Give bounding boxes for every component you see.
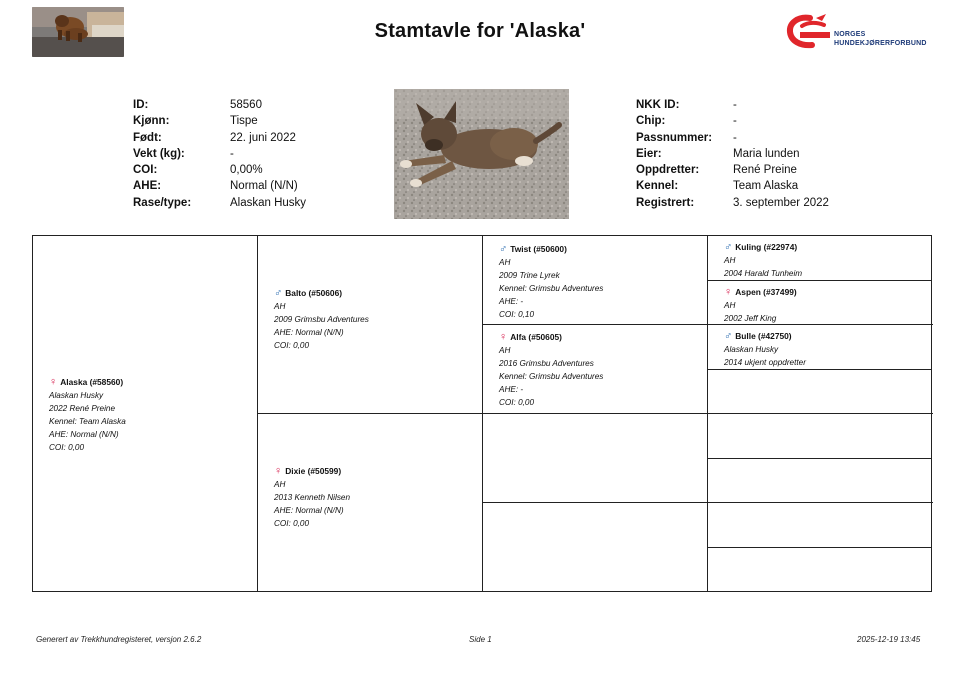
info-row-oppdretter: Oppdretter: René Preine	[636, 164, 797, 177]
male-icon: ♂	[499, 243, 508, 255]
male-icon: ♂	[724, 241, 733, 253]
tree-row-divider	[482, 502, 933, 503]
female-icon: ♀	[724, 286, 733, 298]
info-row-kjonn: Kjønn: Tispe	[133, 115, 258, 128]
dog-info-left	[133, 97, 306, 211]
info-row-coi: COI: 0,00%	[133, 164, 263, 177]
info-row-kennel: Kennel: Team Alaska	[636, 180, 799, 193]
footer-page-number: Side 1	[469, 635, 492, 644]
info-row-registrert: Registrert: 3. september 2022	[636, 196, 829, 209]
info-row-eier: Eier: Maria lunden	[636, 147, 800, 160]
page-title: Stamtavle for 'Alaska'	[374, 20, 586, 42]
tree-row-divider	[707, 280, 932, 281]
info-row-id: ID: 58560	[133, 99, 262, 111]
footer-generated: Generert av Trekkhundregisteret, versjon 2.6.2	[36, 635, 202, 644]
dog-main-photo	[394, 89, 569, 219]
info-row-nkk-id: NKK ID: -	[636, 99, 737, 111]
female-icon: ♀	[49, 376, 58, 388]
pedigree-sire[interactable]: ♂ Balto (#50606) AH 2009 Grimsbu Adventures AHE: Normal (N/N) COI: 0,00	[274, 287, 369, 350]
female-icon: ♀	[274, 465, 283, 477]
male-icon: ♂	[724, 330, 733, 342]
info-row-rase: Rase/type: Alaskan Husky	[133, 196, 307, 209]
male-icon: ♂	[274, 287, 283, 299]
pedigree-tree	[32, 235, 932, 592]
tree-row-divider	[482, 324, 933, 325]
dog-info-right	[636, 97, 829, 211]
pedigree-dam[interactable]: ♀ Dixie (#50599) AH 2013 Kenneth Nilsen AHE: Normal (N/N) COI: 0,00	[274, 465, 351, 528]
info-row-fodt: Født: 22. juni 2022	[133, 131, 296, 144]
logo-emblem-icon	[786, 12, 832, 52]
logo-text-line2: HUNDEKJØRERFORBUND	[834, 40, 927, 47]
info-row-chip: Chip: -	[636, 115, 737, 128]
info-row-vekt: Vekt (kg): -	[133, 147, 234, 160]
tree-row-divider	[707, 547, 932, 548]
logo-text-line1: NORGES	[834, 31, 866, 38]
pedigree-subject[interactable]: ♀ Alaska (#58560) Alaskan Husky 2022 René Preine Kennel: Team Alaska AHE: Normal (N/N) COI: 0,00	[49, 376, 126, 452]
female-icon: ♀	[499, 331, 508, 343]
dog-thumbnail-photo	[32, 7, 124, 57]
pedigree-sire-dam[interactable]: ♀ Alfa (#50605) AH 2016 Grimsbu Adventures Kennel: Grimsbu Adventures AHE: - COI: 0,00	[499, 331, 604, 407]
pedigree-sire-dam-sire[interactable]: ♂ Bulle (#42750) Alaskan Husky 2014 ukjent oppdretter	[724, 330, 806, 367]
pedigree-sire-sire-dam[interactable]: ♀ Aspen (#37499) AH 2002 Jeff King	[724, 286, 797, 323]
info-row-passnummer: Passnummer: -	[636, 131, 737, 144]
norges-hundekjorerforbund-logo	[786, 12, 936, 52]
tree-row-divider	[707, 369, 932, 370]
info-row-ahe: AHE: Normal (N/N)	[133, 180, 298, 193]
pedigree-sire-sire-sire[interactable]: ♂ Kuling (#22974) AH 2004 Harald Tunheim	[724, 241, 803, 278]
footer-timestamp: 2025-12-19 13:45	[857, 635, 921, 644]
tree-row-divider	[707, 458, 932, 459]
tree-row-divider	[257, 413, 933, 414]
pedigree-sire-sire[interactable]: ♂ Twist (#50600) AH 2009 Trine Lyrek Kennel: Grimsbu Adventures AHE: - COI: 0,10	[499, 243, 604, 319]
